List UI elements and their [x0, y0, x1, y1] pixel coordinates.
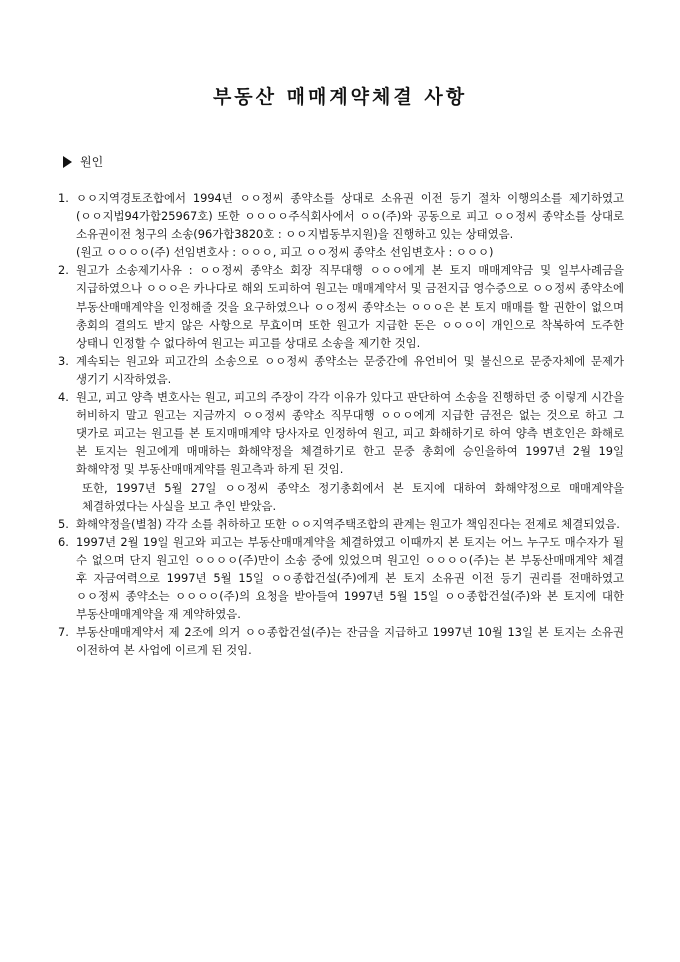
list-item	[58, 352, 624, 388]
list-item	[58, 623, 624, 659]
item-text: 화해약정을(별첨) 각각 소를 취하하고 또한 ㅇㅇ지역주택조합의 관계는 원고가 책임진다는 전제로 체결되었음.	[76, 516, 620, 531]
item-number: 6.	[58, 534, 69, 549]
item-text: 원고가 소송제기사유 : ㅇㅇ정씨 종약소 회장 직무대행 ㅇㅇㅇ에게 본 토지 매매계약금 및 일부사례금을 지급하였으나 ㅇㅇㅇ은 카나다로 해외 도피하여 원고는 매매계약서 및 금전지급 영수증으로 ㅇㅇ정씨 종약소에 부동산매매계약을 인정해줄 것을 요구하였으나 ㅇㅇ정씨 종약소는 ㅇㅇㅇ은 본 토지 매매를 할 권한이 없으며 총회의 결의도 받지 않은 사항으로 무효이며 또한 원고가 지급한 돈은 ㅇㅇㅇ이 개인으로 착복하여 도주한 상태니 인정할 수 없다하여 원고는 피고를 상대로 소송을 제기한 것임.	[76, 263, 624, 350]
item-note: 또한, 1997년 5월 27일 ㅇㅇ정씨 종약소 정기총회에서 본 토지에 대하여 화해약정으로 매매계약을 체결하였다는 사실을 보고 추인 받았음.	[82, 480, 624, 513]
document-title: 부동산 매매계약체결 사항	[212, 86, 468, 108]
section-heading-label: 원인	[80, 155, 104, 169]
item-number: 1.	[58, 191, 69, 205]
item-number: 7.	[58, 625, 69, 640]
list-item	[58, 388, 624, 478]
item-text: ㅇㅇ지역경토조합에서 1994년 ㅇㅇ정씨 종약소를 상대로 소유권 이전 등기 절차 이행의소를 제기하였고(ㅇㅇ지법94가합25967호) 또한 ㅇㅇㅇㅇ주식회사에서 ㅇㅇ(주)와 공동으로 피고 ㅇㅇ정씨 종약소를 상대로 소유권이전 청구의 소송(96가합3820호 : ㅇㅇ지법동부지원)을 진행하고 있는 상태였음.	[76, 191, 624, 242]
triangle-bullet-icon	[63, 156, 72, 168]
item-text: 1997년 2월 19일 원고와 피고는 부동산매매계약을 체결하였고 이때까지 본 토지는 어느 누구도 매수자가 될 수 없으며 단지 원고인 ㅇㅇㅇㅇ(주)만이 소송 중에 있었으며 원고인 ㅇㅇㅇㅇ(주)는 본 부동산매매계약 체결 후 자금여력으로 1997년 5월 15일 ㅇㅇ종합건설(주)에게 본 토지 소유권 이전 등기 권리를 전매하였고 ㅇㅇ정씨 종약소는 ㅇㅇㅇㅇ(주)의 요청을 받아들여 1997년 5월 15일 ㅇㅇ종합건설(주)와 본 토지에 대한 부동산매매계약을 재 계약하였음.	[76, 534, 624, 622]
section-heading	[63, 153, 103, 170]
cause-list	[58, 189, 624, 659]
item-number: 5.	[58, 516, 69, 531]
item-number: 4.	[58, 390, 69, 405]
item-text: 계속되는 원고와 피고간의 소송으로 ㅇㅇ정씨 종약소는 문중간에 유언비어 및 불신으로 문중자체에 문제가 생기기 시작하였음.	[76, 353, 624, 386]
list-item	[58, 515, 624, 533]
list-item	[58, 533, 624, 623]
item-number: 2.	[58, 263, 69, 278]
item-text: 원고, 피고 양측 변호사는 원고, 피고의 주장이 각각 이유가 있다고 판단하여 소송을 진행하던 중 이렇게 시간을 허비하지 말고 원고는 지금까지 ㅇㅇ정씨 종약소 직무대행 ㅇㅇㅇ에게 지급한 금전은 없는 것으로 하고 그 댓가로 피고는 원고를 본 토지매매계약 당사자로 인정하여 원고, 피고 화해하기로 하여 양측 변호인은 화해로 본 토지는 원고에게 매매하는 화해약정을 체결하기로 한고 문중 총회에 승인을하여 1997년 2월 19일 화해약정 및 부동산매매계약를 원고측과 하게 된 것임.	[76, 390, 624, 477]
item-text: 부동산매매계약서 제 2조에 의거 ㅇㅇ종합건설(주)는 잔금을 지급하고 1997년 10월 13일 본 토지는 소유권 이전하여 본 사업에 이르게 된 것임.	[76, 625, 624, 658]
item-note: (원고 ㅇㅇㅇㅇ(주) 선임변호사 : ㅇㅇㅇ, 피고 ㅇㅇ정씨 종약소 선임변호사 : ㅇㅇㅇ)	[76, 245, 494, 260]
list-item	[58, 189, 624, 243]
list-item	[58, 261, 624, 351]
item-number: 3.	[58, 353, 69, 368]
